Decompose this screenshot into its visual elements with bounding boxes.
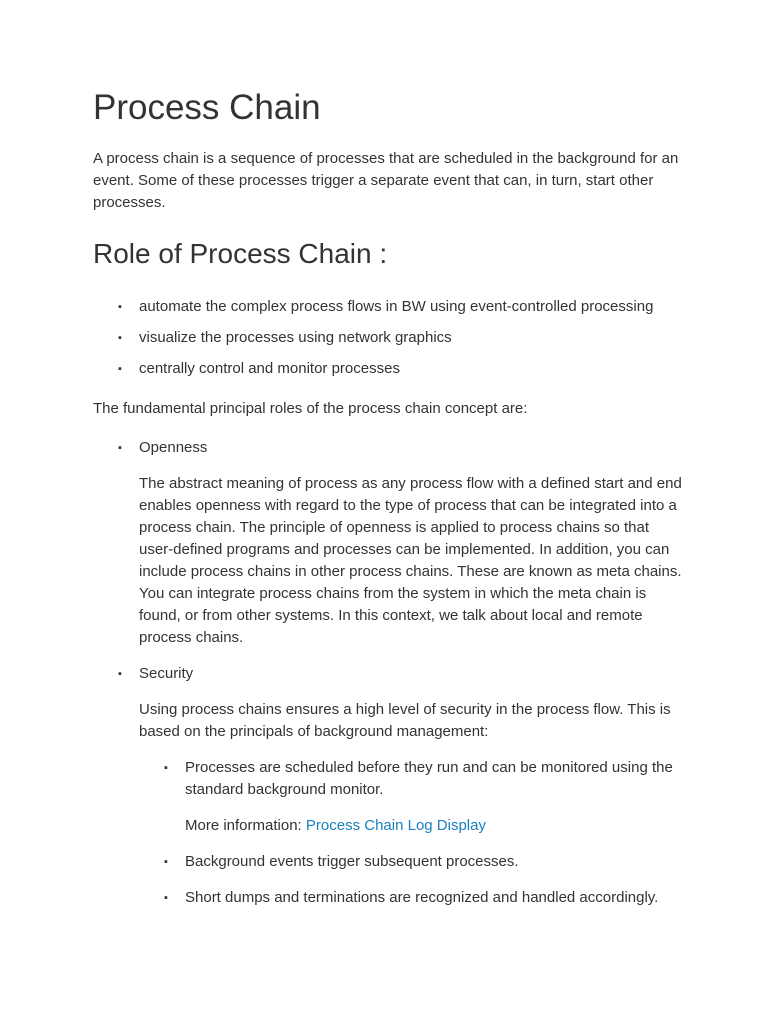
list-item: [164, 851, 683, 873]
sub-item-text: Short dumps and terminations are recognized and handled accordingly.: [185, 889, 659, 906]
bullet-icon: ▪: [118, 301, 122, 313]
sub-item-text: Processes are scheduled before they run and can be monitored using the standard background monitor.: [185, 759, 673, 798]
bullet-icon: ▪: [118, 442, 122, 454]
security-sub-list: [139, 757, 683, 909]
list-item: [118, 663, 683, 909]
list-item: [118, 437, 683, 649]
bullet-icon: ▪: [164, 856, 168, 868]
list-item: [118, 358, 683, 380]
sub-item-text: Background events trigger subsequent processes.: [185, 853, 519, 870]
role-item-text: centrally control and monitor processes: [139, 360, 400, 377]
list-item: [164, 887, 683, 909]
bullet-icon: ▪: [118, 332, 122, 344]
principle-name: Openness: [139, 439, 208, 456]
bullet-icon: ▪: [118, 363, 122, 375]
list-item: [164, 757, 683, 837]
intro-paragraph: A process chain is a sequence of processes that are scheduled in the background for an event. Some of these processes trigger a separate event that can, in turn, start other processes.: [93, 150, 679, 211]
document-page: [93, 86, 683, 909]
role-heading: Role of Process Chain :: [93, 238, 388, 269]
principle-description: The abstract meaning of process as any process flow with a defined start and end enables openness with regard to the type of process that can be integrated into a process chain. The principle of openness is applied to process chains so that user-defined programs and processes can be implemented. In addition, you can include process chains in other process chains. These are known as meta chains. You can integrate process chains from the system in which the meta chain is found, or from other systems. In this context, we talk about local and remote process chains.: [139, 475, 682, 646]
principle-description: Using process chains ensures a high level of security in the process flow. This is based on the principals of background management:: [139, 701, 671, 740]
fundamental-intro: The fundamental principal roles of the process chain concept are:: [93, 400, 528, 417]
more-information: [185, 815, 683, 837]
principle-name: Security: [139, 665, 194, 682]
role-item-text: visualize the processes using network graphics: [139, 329, 452, 346]
roles-list: [93, 296, 683, 380]
role-item-text: automate the complex process flows in BW using event-controlled processing: [139, 298, 654, 315]
bullet-icon: ▪: [164, 892, 168, 904]
bullet-icon: ▪: [164, 762, 168, 774]
page-title: Process Chain: [93, 88, 321, 127]
bullet-icon: ▪: [118, 668, 122, 680]
more-information-label: More information:: [185, 817, 306, 834]
list-item: [118, 296, 683, 318]
process-chain-log-display-link[interactable]: Process Chain Log Display: [305, 817, 486, 834]
principles-list: [93, 437, 683, 909]
list-item: [118, 327, 683, 349]
